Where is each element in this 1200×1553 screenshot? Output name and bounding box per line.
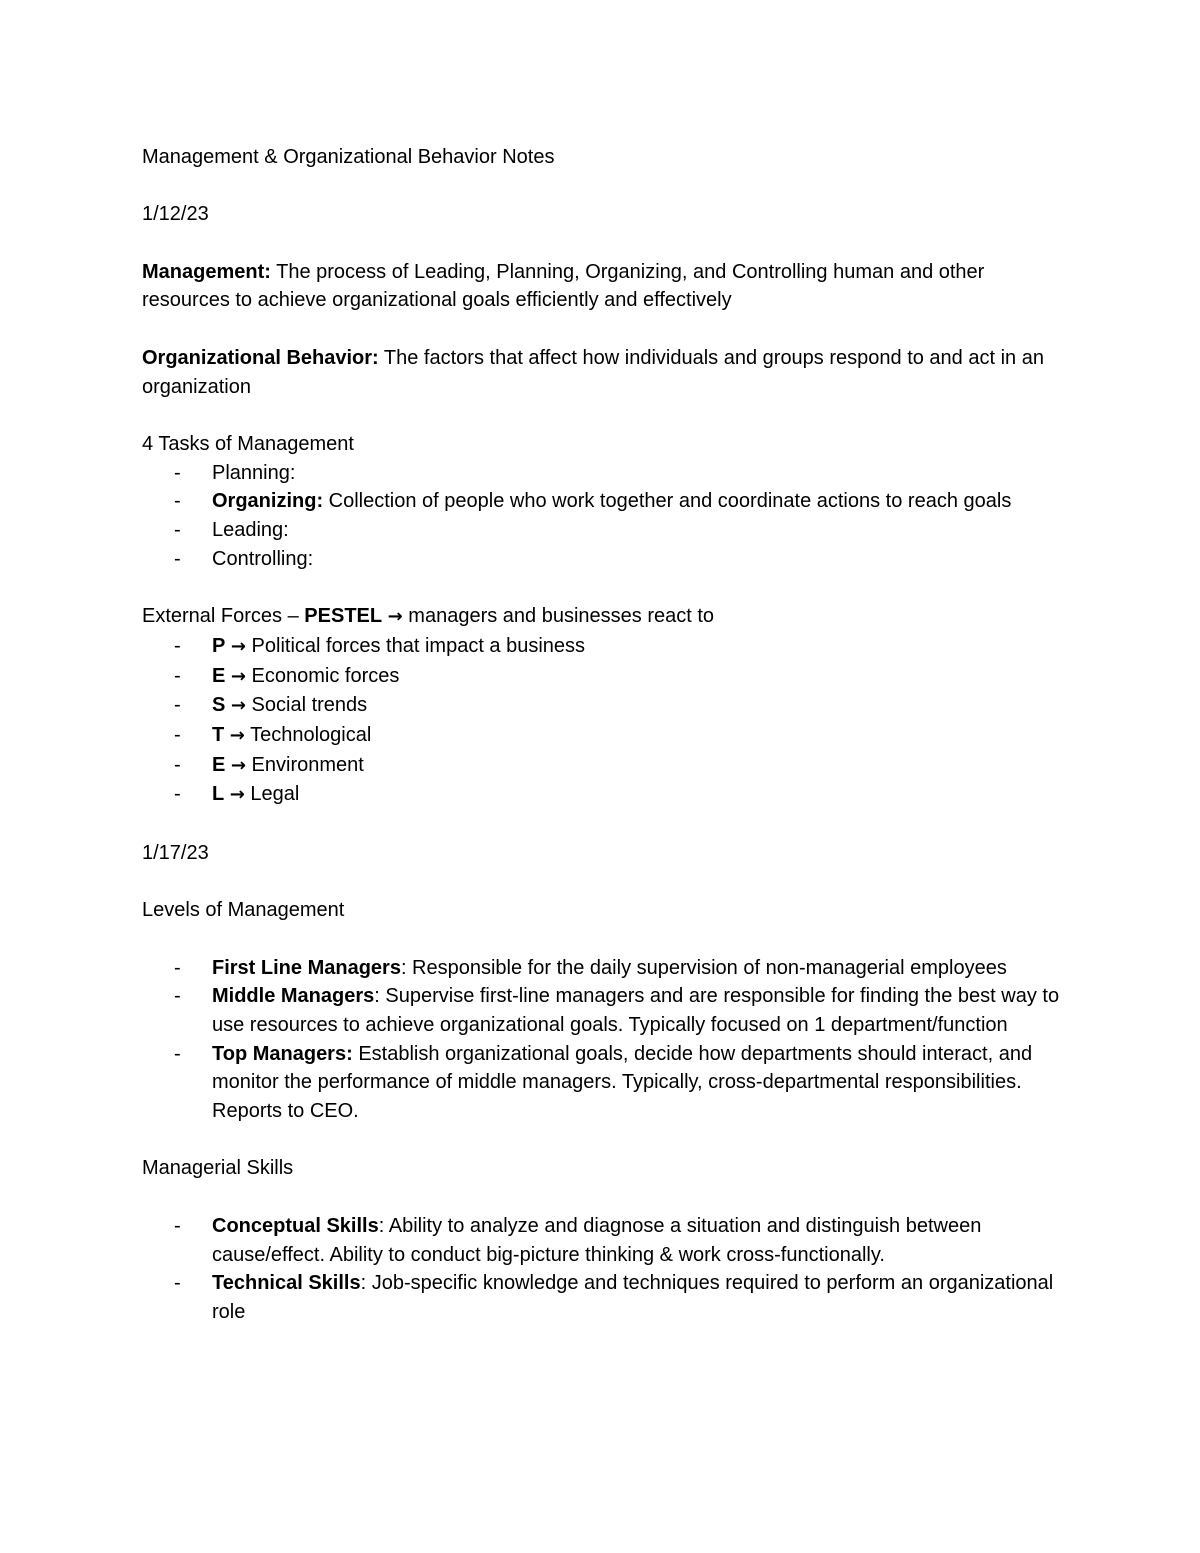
- arrow-right-icon: →: [387, 606, 403, 628]
- heading-prefix: External Forces –: [142, 605, 305, 628]
- item-letter: P: [212, 634, 226, 657]
- tasks-list: [142, 459, 1062, 574]
- list-item: [142, 954, 1062, 983]
- item-term: Technical Skills: [212, 1272, 361, 1295]
- item-text: : Ability to analyze and diagnose a situation and distinguish between cause/effect. Ability to conduct big-picture thinking & work cross-functionally.: [212, 1214, 982, 1266]
- item-letter: T: [212, 723, 225, 746]
- arrow-right-icon: →: [229, 784, 245, 806]
- item-term: Top Managers:: [212, 1042, 353, 1065]
- item-letter: L: [212, 783, 225, 806]
- item-text: Social trends: [246, 694, 368, 717]
- item-text: Leading:: [212, 519, 289, 542]
- item-text: Collection of people who work together and coordinate actions to reach goals: [323, 490, 1012, 513]
- list-item: [142, 1212, 1062, 1269]
- heading-suffix: managers and businesses react to: [402, 605, 715, 628]
- section-heading-skills: Managerial Skills: [142, 1157, 294, 1180]
- date-heading: 1/17/23: [142, 841, 209, 864]
- arrow-right-icon: →: [229, 724, 245, 746]
- list-item: [142, 982, 1062, 1039]
- item-text: Establish organizational goals, decide how departments should interact, and monitor the performance of middle managers. Typically, cross-departmental responsibilities. Reports to CEO.: [212, 1042, 1033, 1123]
- arrow-right-icon: →: [230, 754, 246, 776]
- item-text: : Supervise first-line managers and are responsible for finding the best way to use resources to achieve organizational goals. Typically focused on 1 department/function: [212, 985, 1060, 1036]
- item-text: : Job-specific knowledge and techniques required to perform an organizational role: [212, 1272, 1054, 1323]
- list-item: [142, 1269, 1062, 1326]
- item-text: Political forces that impact a business: [246, 634, 586, 657]
- document-body: [142, 143, 1062, 1327]
- definition-organizational-behavior: [142, 344, 1062, 401]
- item-text: : Responsible for the daily supervision of non-managerial employees: [400, 956, 1007, 979]
- list-item: [142, 780, 1062, 810]
- item-term: Middle Managers: [212, 985, 375, 1008]
- definition-term: Management:: [142, 260, 271, 283]
- item-term: First Line Managers: [212, 956, 401, 979]
- list-item: [142, 721, 1062, 751]
- list-item: [142, 459, 1062, 488]
- list-item: [142, 632, 1062, 662]
- item-term: Conceptual Skills: [212, 1214, 379, 1237]
- list-item: [142, 1040, 1062, 1126]
- definition-term: Organizational Behavior:: [142, 346, 379, 369]
- list-item: [142, 516, 1062, 545]
- list-item: [142, 545, 1062, 574]
- item-letter: S: [212, 694, 226, 717]
- item-term: Organizing:: [212, 490, 324, 513]
- item-text: Planning:: [212, 461, 296, 484]
- arrow-right-icon: →: [230, 695, 246, 717]
- list-item: [142, 691, 1062, 721]
- definition-text: The process of Leading, Planning, Organizing, and Controlling human and other resources to achieve organizational goals efficiently and effectively: [142, 260, 985, 312]
- list-item: [142, 751, 1062, 781]
- section-heading-levels: Levels of Management: [142, 899, 345, 922]
- item-letter: E: [212, 753, 226, 776]
- list-item: [142, 487, 1062, 516]
- definition-text: The factors that affect how individuals and groups respond to and act in an organization: [142, 346, 1044, 398]
- list-item: [142, 662, 1062, 692]
- levels-list: [142, 954, 1062, 1126]
- arrow-right-icon: →: [230, 635, 246, 657]
- definition-management: [142, 258, 1062, 315]
- item-text: Legal: [244, 783, 300, 806]
- heading-bold: PESTEL: [304, 605, 383, 628]
- item-text: Controlling:: [212, 547, 314, 570]
- document-title: Management & Organizational Behavior Notes: [142, 146, 555, 168]
- item-text: Technological: [244, 723, 372, 746]
- pestel-list: [142, 632, 1062, 810]
- section-heading-tasks: 4 Tasks of Management: [142, 432, 354, 455]
- item-text: Economic forces: [246, 664, 400, 687]
- arrow-right-icon: →: [230, 665, 246, 687]
- item-text: Environment: [246, 753, 364, 776]
- item-letter: E: [212, 664, 226, 687]
- section-heading-pestel: [142, 602, 1062, 632]
- skills-list: [142, 1212, 1062, 1327]
- date-heading: 1/12/23: [142, 203, 209, 226]
